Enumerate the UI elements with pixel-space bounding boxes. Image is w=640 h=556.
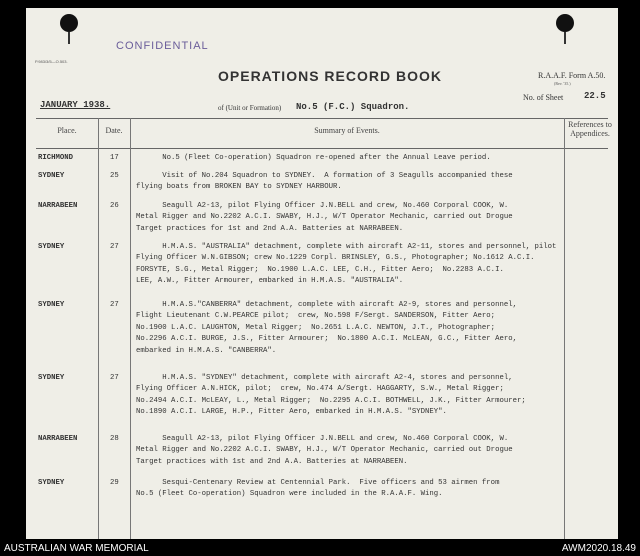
entry-date: 17 bbox=[110, 154, 119, 162]
entry-summary-line: H.M.A.S. "SYDNEY" detachment, complete with aircraft A2-4, stores and personnel, bbox=[136, 374, 513, 382]
entry-date: 28 bbox=[110, 435, 119, 443]
date-summary-divider bbox=[130, 118, 131, 539]
entry-place: NARRABEEN bbox=[38, 435, 78, 443]
entry-summary-line: Flight Lieutenant C.W.PEARCE pilot; crew, No.598 F/Sergt. SANDERSON, Fitter Aero; bbox=[136, 312, 496, 321]
entry-summary-line: LEE, A.W., Fitter Armourer, embarked in H.M.A.S. "AUSTRALIA". bbox=[136, 277, 404, 286]
unit-value: No.5 (F.C.) Squadron. bbox=[296, 102, 410, 112]
entry-summary-line: H.M.A.S."CANBERRA" detachment, complete with aircraft A2-9, stores and personnel, bbox=[136, 301, 517, 309]
entry-summary-line: Metal Rigger and No.2202 A.C.I. SWABY, H.J., W/T Operator Mechanic, carried out Drogue bbox=[136, 213, 513, 222]
table-top-rule bbox=[36, 118, 608, 119]
record-sheet bbox=[26, 8, 618, 539]
unit-label: of (Unit or Formation) bbox=[218, 104, 282, 112]
entry-summary-line: Metal Rigger and No.2202 A.C.I. SWABY, H.J., W/T Operator Mechanic, carried out Drogue bbox=[136, 446, 513, 455]
header-date: Date. bbox=[105, 126, 123, 135]
entry-summary-line: No.2494 A.C.I. McLEAY, L., Metal Rigger; No.2295 A.C.I. BOTHWELL, J.K., Fitter Armourer; bbox=[136, 396, 526, 405]
sheet-number-label: No. of Sheet bbox=[523, 93, 564, 102]
binder-hole-left bbox=[60, 14, 78, 32]
entry-date: 26 bbox=[110, 202, 119, 210]
entry-summary-line: No.5 (Fleet Co-operation) Squadron re-opened after the Annual Leave period. bbox=[136, 154, 491, 162]
record-month: JANUARY 1938. bbox=[40, 100, 111, 110]
entry-place: SYDNEY bbox=[38, 301, 65, 309]
entry-summary-line: embarked in H.M.A.S. "CANBERRA". bbox=[136, 346, 277, 355]
entry-summary-line: Flying Officer A.N.HICK, pilot; crew, No.474 A/Sergt. HAGGARTY, S.W., Metal Rigger; bbox=[136, 385, 504, 394]
header-summary: Summary of Events. bbox=[314, 126, 380, 135]
entry-place: SYDNEY bbox=[38, 243, 65, 251]
place-date-divider bbox=[98, 118, 99, 539]
entry-summary-line: Flying Officer W.N.GIBSON; crew No.1229 Corpl. BRINSLEY, G.S., Photographer; No.1612 A.C.I. bbox=[136, 254, 535, 263]
header-bottom-rule bbox=[36, 148, 608, 149]
entry-summary-line: H.M.A.S. "AUSTRALIA" detachment, complete with aircraft A2-11, stores and personnel, pilot bbox=[136, 243, 557, 251]
form-revision: (Rev. '35.) bbox=[554, 81, 571, 86]
entry-place: NARRABEEN bbox=[38, 202, 78, 210]
entry-summary-line: Target practices for 1st and 2nd A.A. Batteries at NARRABEEN. bbox=[136, 224, 404, 233]
header-place: Place. bbox=[57, 126, 77, 135]
entry-summary-line: No.2296 A.C.I. BURGE, J.S., Fitter Armourer; No.1800 A.C.I. McLEAN, G.C., Fitter Aero, bbox=[136, 335, 517, 344]
sheet-number-value: 22.5 bbox=[584, 91, 606, 101]
entry-summary-line: No.1900 L.A.C. LAUGHTON, Metal Rigger; No.2651 L.A.C. NEWTON, J.T., Photographer; bbox=[136, 323, 496, 332]
entry-place: SYDNEY bbox=[38, 172, 65, 180]
entry-date: 27 bbox=[110, 243, 119, 251]
entry-summary-line: Visit of No.204 Squadron to SYDNEY. A formation of 3 Seagulls accompanied these bbox=[136, 172, 513, 180]
footer-credit: AUSTRALIAN WAR MEMORIAL bbox=[4, 543, 149, 554]
summary-refs-divider bbox=[564, 118, 565, 539]
entry-summary-line: Seagull A2-13, pilot Flying Officer J.N.BELL and crew, No.460 Corporal COOK, W. bbox=[136, 435, 509, 443]
confidential-stamp: CONFIDENTIAL bbox=[116, 40, 209, 52]
entry-date: 25 bbox=[110, 172, 119, 180]
entry-summary-line: Seagull A2-13, pilot Flying Officer J.N.BELL and crew, No.460 Corporal COOK, W. bbox=[136, 202, 509, 210]
header-references: References to Appendices. bbox=[568, 120, 612, 138]
binder-ring-right bbox=[564, 32, 566, 44]
entry-date: 29 bbox=[110, 479, 119, 487]
entry-summary-line: FORSYTE, S.G., Metal Rigger; No.1900 L.A.C. LEE, C.H., Fitter Aero; No.2283 A.C.I. bbox=[136, 265, 504, 274]
page-title: OPERATIONS RECORD BOOK bbox=[218, 68, 442, 84]
entry-summary-line: Sesqui-Centenary Review at Centennial Park. Five officers and 53 airmen from bbox=[136, 479, 500, 487]
entry-summary-line: No.1890 A.C.I. LARGE, H.P., Fitter Aero, embarked in H.M.A.S. "SYDNEY". bbox=[136, 408, 447, 417]
form-print-code: P.983/3/5—O.503. bbox=[35, 59, 68, 64]
entry-date: 27 bbox=[110, 374, 119, 382]
entry-place: SYDNEY bbox=[38, 374, 65, 382]
footer-accession: AWM2020.18.49 bbox=[561, 543, 636, 554]
binder-ring-left bbox=[68, 32, 70, 44]
entry-place: SYDNEY bbox=[38, 479, 65, 487]
entry-date: 27 bbox=[110, 301, 119, 309]
binder-hole-right bbox=[556, 14, 574, 32]
entry-summary-line: flying boats from BROKEN BAY to SYDNEY HARBOUR. bbox=[136, 183, 342, 192]
entry-summary-line: Target practices with 1st and 2nd A.A. Batteries at NARRABEEN. bbox=[136, 457, 408, 466]
form-number: R.A.A.F. Form A.50. bbox=[538, 71, 606, 80]
entry-summary-line: No.5 (Fleet Co-operation) Squadron were included in the R.A.A.F. Wing. bbox=[136, 490, 443, 499]
entry-place: RICHMOND bbox=[38, 154, 74, 162]
